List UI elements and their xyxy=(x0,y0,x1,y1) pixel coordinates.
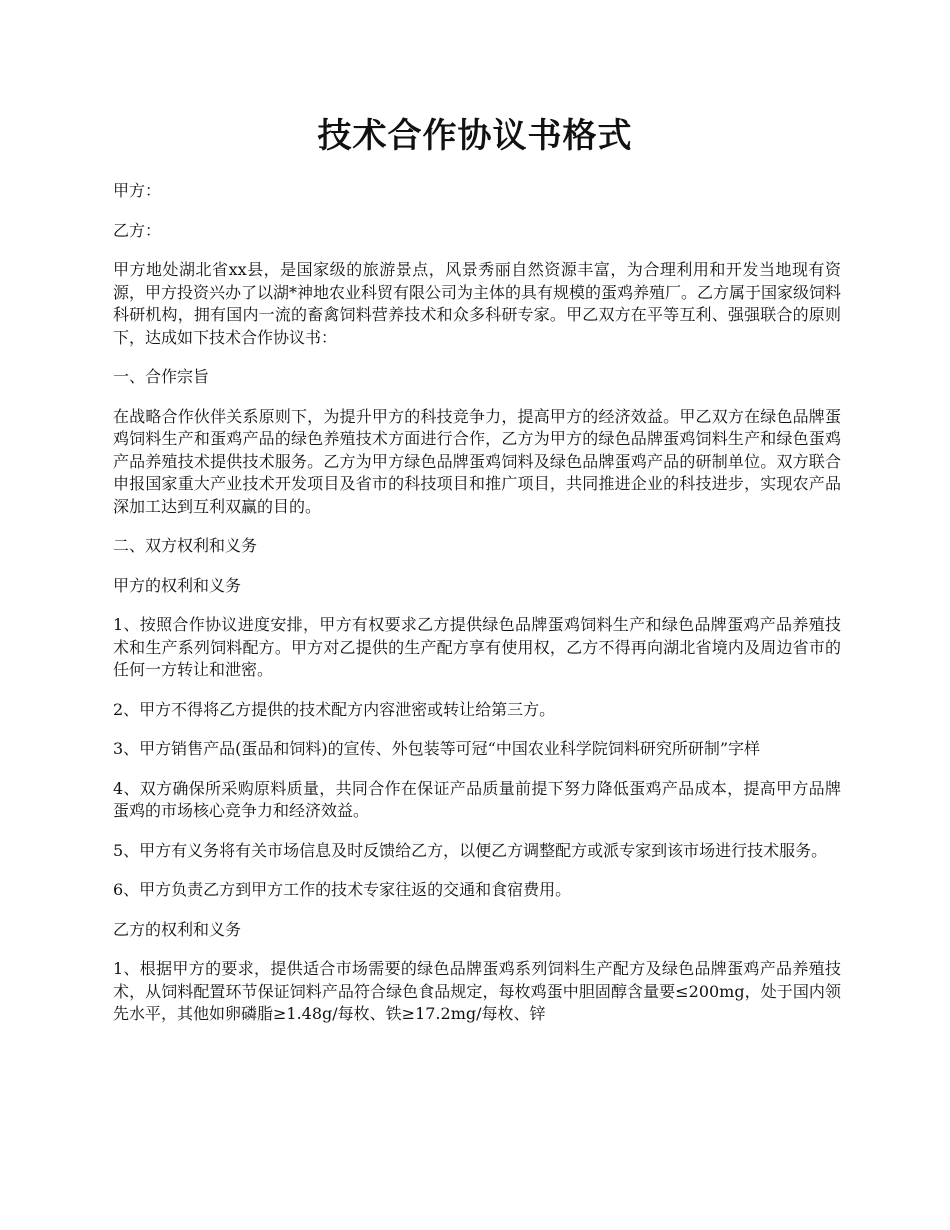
subheading-party-a-rights: 甲方的权利和义务 xyxy=(113,575,242,595)
section-heading-purpose: 一、合作宗旨 xyxy=(113,367,210,386)
subheading-party-b-rights: 乙方的权利和义务 xyxy=(113,919,242,939)
party-b-clause-1: 1、根据甲方的要求，提供适合市场需要的绿色品牌蛋鸡系列饲料生产配方及绿色品牌蛋鸡产品养殖技术，从饲料配置环节保证饲料产品符合绿色食品规定，每枚鸡蛋中胆固醇含量要≤200mg，处于国内领先水平，其他如卵磷脂≥1.48g/每枚、铁≥17.2mg/每枚、锌 xyxy=(113,959,841,1023)
party-a-clause-2: 2、甲方不得将乙方提供的技术配方内容泄密或转让给第三方。 xyxy=(113,699,556,719)
party-a-clause-4: 4、双方确保所采购原料质量，共同合作在保证产品质量前提下努力降低蛋鸡产品成本，提高甲方品牌蛋鸡的市场核心竞争力和经济效益。 xyxy=(113,778,841,820)
document-title: 技术合作协议书格式 xyxy=(317,116,633,156)
purpose-paragraph: 在战略合作伙伴关系原则下，为提升甲方的科技竞争力，提高甲方的经济效益。甲乙双方在绿色品牌蛋鸡饲料生产和蛋鸡产品的绿色养殖技术方面进行合作，乙方为甲方的绿色品牌蛋鸡饲料生产和绿色蛋鸡产品养殖技术提供技术服务。乙方为甲方绿色品牌蛋鸡饲料及绿色品牌蛋鸡产品的研制单位。双方联合申报国家重大产业技术开发项目及省市的科技项目和推广项目，共同推进企业的科技进步，实现农产品深加工达到互利双赢的目的。 xyxy=(113,406,841,516)
party-a-clause-1: 1、按照合作协议进度安排，甲方有权要求乙方提供绿色品牌蛋鸡饲料生产和绿色品牌蛋鸡产品养殖技术和生产系列饲料配方。甲方对乙提供的生产配方享有使用权，乙方不得再向湖北省境内及周边省市的任何一方转让和泄密。 xyxy=(113,615,841,679)
party-b-line: 乙方： xyxy=(113,220,162,240)
document-body xyxy=(113,180,841,1043)
party-a-clause-6: 6、甲方负责乙方到甲方工作的技术专家往返的交通和食宿费用。 xyxy=(113,880,572,899)
party-a-clause-3: 3、甲方销售产品(蛋品和饲料)的宣传、外包装等可冠“中国农业科学院饲料研究所研制”字样 xyxy=(113,739,761,758)
party-a-line: 甲方： xyxy=(113,181,162,200)
party-a-clause-5: 5、甲方有义务将有关市场信息及时反馈给乙方，以便乙方调整配方或派专家到该市场进行技术服务。 xyxy=(113,840,828,860)
intro-paragraph: 甲方地处湖北省xx县，是国家级的旅游景点，风景秀丽自然资源丰富，为合理利用和开发当地现有资源，甲方投资兴办了以湖*神地农业科贸有限公司为主体的具有规模的蛋鸡养殖厂。乙方属于国家级饲料科研机构，拥有国内一流的畜禽饲料营养技术和众多科研专家。甲乙双方在平等互利、强强联合的原则下，达成如下技术合作协议书： xyxy=(113,260,842,347)
section-heading-rights: 二、双方权利和义务 xyxy=(113,536,258,555)
